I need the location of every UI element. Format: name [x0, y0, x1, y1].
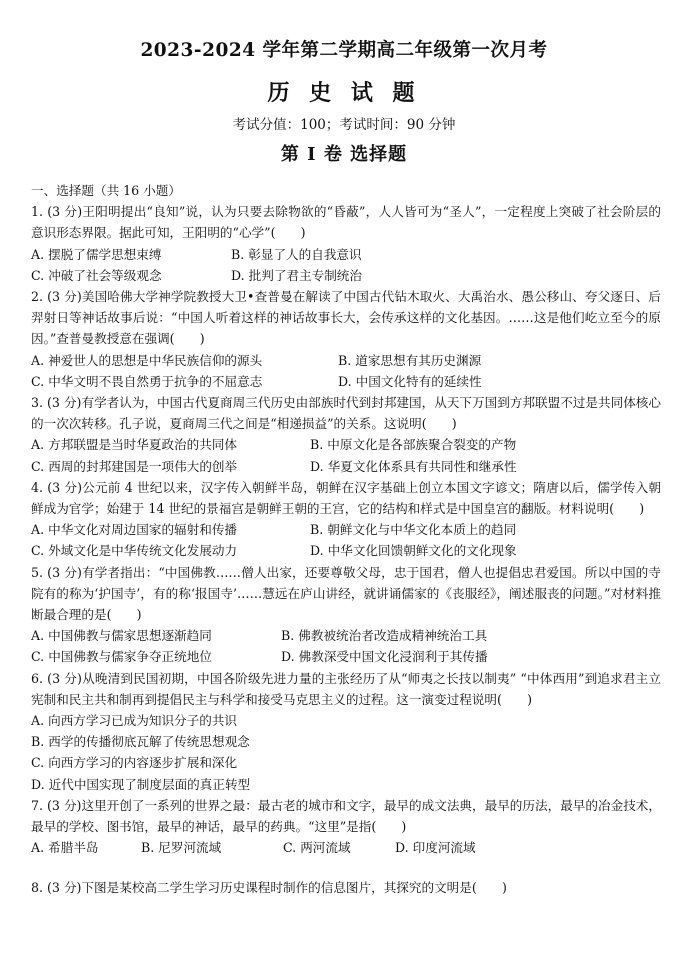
- option-a: A. 中国佛教与儒家思想逐渐趋同: [31, 628, 212, 644]
- option-row: [31, 265, 661, 286]
- option-row: [31, 434, 661, 455]
- option-row: [31, 456, 661, 477]
- question-list: [31, 180, 661, 898]
- option-c: C. 中国佛教与儒家争夺正统地位: [31, 649, 212, 665]
- option-a: A. 摆脱了儒学思想束缚: [31, 246, 162, 262]
- option-a: A. 希腊半岛: [31, 840, 99, 856]
- option-row: [31, 646, 661, 667]
- question-stem: 2. (3 分)美国哈佛大学神学院教授大卫•查普曼在解读了中国古代钻木取火、大禹治水、愚公移山、夸父逐日、后羿射日等神话故事后说：“中国人听着这样的神话故事长大，会传承这样的文化基因。……这是他们屹立至今的原因。”查普曼教授意在强调( ): [31, 289, 661, 347]
- option-c: C. 向西方学习的内容逐步扩展和深化: [31, 755, 238, 771]
- spacer: [31, 859, 661, 877]
- option-a: A. 方邦联盟是当时华夏政治的共同体: [31, 437, 238, 453]
- option-b: B. 道家思想有其历史渊源: [338, 352, 482, 368]
- question-stem: 1. (3 分)王阳明提出“良知”说，认为只要去除物欲的“昏蔽”，人人皆可为“圣人”，一定程度上突破了社会阶层的意识形态界限。据此可知，王阳明的“心学”( ): [31, 204, 661, 241]
- question-6: [31, 668, 661, 795]
- question-3: [31, 392, 661, 477]
- question-stem: 8. (3 分)下图是某校高二学生学习历史课程时制作的信息图片，其探究的文明是( ): [31, 879, 507, 895]
- option-a: A. 神爱世人的思想是中华民族信仰的源头: [31, 352, 263, 368]
- option-c: C. 中华文明不畏自然勇于抗争的不屈意志: [31, 373, 263, 389]
- option-c: C. 西周的封邦建国是一项伟大的创举: [31, 458, 238, 474]
- question-1: [31, 201, 661, 286]
- option-b: B. 彰显了人的自我意识: [231, 246, 362, 262]
- option-row: [31, 371, 661, 392]
- option-b: B. 朝鲜文化与中华文化本质上的趋同: [310, 522, 517, 538]
- question-5: [31, 562, 661, 668]
- option-b: B. 西学的传播彻底瓦解了传统思想观念: [31, 734, 250, 750]
- option-d: D. 批判了君主专制统治: [231, 267, 362, 283]
- option-row: [31, 244, 661, 265]
- option-row: [31, 540, 661, 561]
- question-stem: 4. (3 分)公元前 4 世纪以来，汉字传入朝鲜半岛，朝鲜在汉字基础上创立本国文字谚文；隋唐以后，儒学传入朝鲜成为官学；始建于 14 世纪的景福宫是朝鲜王朝的王宫，它的结构和样式是中国皇宫的翻版。材料说明( ): [31, 479, 661, 517]
- option-row: [31, 350, 661, 371]
- option-b: B. 佛教被统治者改造成精神统治工具: [281, 628, 488, 644]
- option-d: D. 近代中国实现了制度层面的真正转型: [31, 776, 251, 792]
- option-d: D. 印度河流域: [395, 840, 476, 856]
- section-title: 一、选择题（共 16 小题）: [31, 183, 181, 198]
- option-d: D. 华夏文化体系具有共同性和继承性: [310, 458, 517, 474]
- option-b: B. 尼罗河流域: [141, 840, 222, 856]
- option-a: A. 中华文化对周边国家的辐射和传播: [31, 522, 238, 538]
- option-b: B. 中原文化是各部族聚合裂变的产物: [310, 437, 517, 453]
- option-row: [31, 625, 661, 646]
- option-d: D. 中国文化特有的延续性: [338, 373, 482, 389]
- option-c: C. 冲破了社会等级观念: [31, 267, 162, 283]
- option-row: [31, 519, 661, 540]
- option-c: C. 两河流域: [283, 840, 351, 856]
- question-stem: 7. (3 分)这里开创了一系列的世界之最：最古老的城市和文字，最早的成文法典，最早的历法，最早的冶金技术，最早的学校、图书馆，最早的神话，最早的药典。“这里”是指( ): [31, 797, 661, 835]
- option-a: A. 向西方学习已成为知识分子的共识: [31, 713, 238, 729]
- option-c: C. 外域文化是中华传统文化发展动力: [31, 543, 238, 559]
- question-2: [31, 286, 661, 392]
- exam-info: 考试分值：100；考试时间：90 分钟: [232, 117, 456, 133]
- part-title: 第 I 卷 选择题: [280, 144, 408, 165]
- subject-title: 历 史 试 题: [267, 80, 421, 106]
- exam-title: 2023-2024 学年第二学期高二年级第一次月考: [140, 40, 548, 61]
- exam-header: [0, 38, 688, 168]
- question-4: [31, 477, 661, 562]
- option-row: [31, 837, 661, 858]
- question-8: [31, 877, 661, 898]
- option-d: D. 佛教深受中国文化浸润利于其传播: [281, 649, 488, 665]
- question-stem: 5. (3 分)有学者指出：“中国佛教……僧人出家，还要尊敬父母，忠于国君，僧人也提倡忠君爱国。所以中国的寺院有的称为‘护国寺’，有的称‘报国寺’……慧远在庐山讲经，就讲诵儒家的《丧服经》，阐述服丧的问题。”对材料推断最合理的是( ): [31, 564, 661, 623]
- option-d: D. 中华文化回馈朝鲜文化的文化现象: [310, 543, 517, 559]
- question-7: [31, 795, 661, 859]
- question-stem: 3. (3 分)有学者认为，中国古代夏商周三代历史由部族时代到封邦建国，从天下万国到方邦联盟不过是共同体核心的一次次转移。孔子说，夏商周三代之间是“相递损益”的关系。这说明( ): [31, 395, 661, 432]
- question-stem: 6. (3 分)从晚清到民国初期，中国各阶级先进力量的主张经历了从“师夷之长技以制夷” “中体西用”到追求君主立宪制和民主共和制再到提倡民主与科学和接受马克思主义的过程。这一演变过程说明( ): [31, 670, 661, 707]
